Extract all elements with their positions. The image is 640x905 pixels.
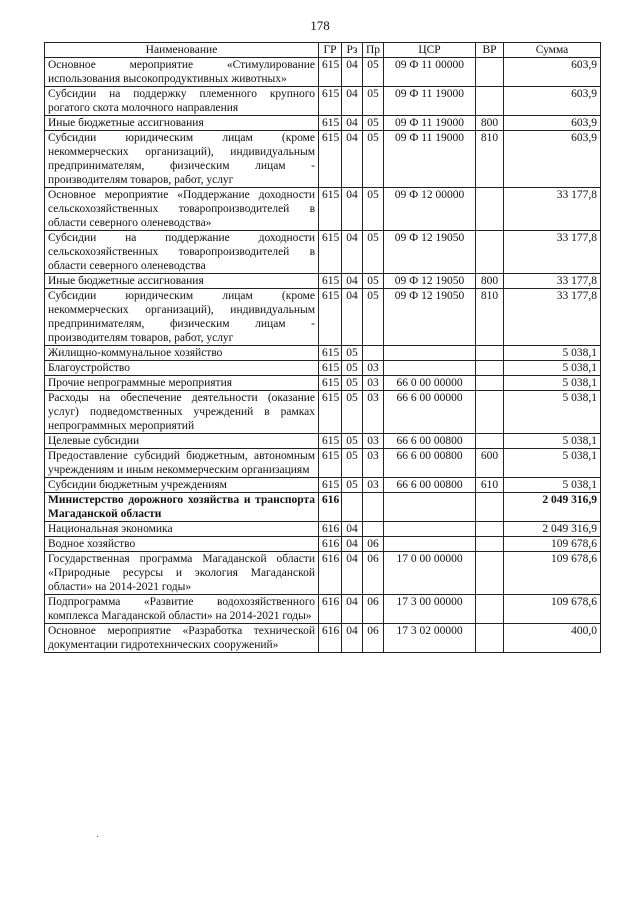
table-row bbox=[45, 624, 601, 653]
cell-csr: 66 6 00 00800 bbox=[384, 434, 476, 449]
cell-gr: 615 bbox=[319, 434, 342, 449]
cell-csr bbox=[384, 522, 476, 537]
cell-name: Расходы на обеспечение деятельности (оказание услуг) подведомственных учреждений в рамках непрограммных мероприятий bbox=[45, 391, 319, 434]
cell-sum: 109 678,6 bbox=[504, 537, 601, 552]
cell-rz: 04 bbox=[342, 231, 363, 274]
cell-csr bbox=[384, 346, 476, 361]
cell-gr: 615 bbox=[319, 131, 342, 188]
cell-csr: 09 Ф 12 19050 bbox=[384, 231, 476, 274]
table-row bbox=[45, 537, 601, 552]
cell-sum: 5 038,1 bbox=[504, 391, 601, 434]
cell-vr bbox=[476, 434, 504, 449]
cell-sum: 33 177,8 bbox=[504, 231, 601, 274]
cell-vr: 810 bbox=[476, 289, 504, 346]
cell-vr bbox=[476, 361, 504, 376]
cell-pr: 06 bbox=[363, 537, 384, 552]
cell-csr bbox=[384, 493, 476, 522]
cell-name: Целевые субсидии bbox=[45, 434, 319, 449]
cell-sum: 603,9 bbox=[504, 87, 601, 116]
cell-pr: 03 bbox=[363, 449, 384, 478]
cell-name: Благоустройство bbox=[45, 361, 319, 376]
cell-name: Государственная программа Магаданской области «Природные ресурсы и экология Магаданской области» на 2014-2021 годы» bbox=[45, 552, 319, 595]
cell-sum: 5 038,1 bbox=[504, 346, 601, 361]
cell-name: Основное мероприятие «Стимулирование использования высокопродуктивных животных» bbox=[45, 58, 319, 87]
table-row bbox=[45, 595, 601, 624]
cell-rz: 04 bbox=[342, 87, 363, 116]
cell-pr bbox=[363, 493, 384, 522]
cell-sum: 603,9 bbox=[504, 116, 601, 131]
cell-gr: 616 bbox=[319, 624, 342, 653]
cell-rz: 04 bbox=[342, 537, 363, 552]
cell-vr bbox=[476, 346, 504, 361]
cell-csr: 09 Ф 11 19000 bbox=[384, 116, 476, 131]
cell-gr: 616 bbox=[319, 493, 342, 522]
cell-gr: 615 bbox=[319, 449, 342, 478]
cell-name: Подпрограмма «Развитие водохозяйственного комплекса Магаданской области» на 2014-2021 годы» bbox=[45, 595, 319, 624]
cell-csr: 17 3 02 00000 bbox=[384, 624, 476, 653]
cell-pr: 05 bbox=[363, 131, 384, 188]
cell-gr: 615 bbox=[319, 361, 342, 376]
cell-name: Основное мероприятие «Поддержание доходности сельскохозяйственных товаропроизводителей в области северного оленеводства» bbox=[45, 188, 319, 231]
cell-vr bbox=[476, 391, 504, 434]
table-row bbox=[45, 87, 601, 116]
table-row bbox=[45, 478, 601, 493]
cell-sum: 109 678,6 bbox=[504, 552, 601, 595]
cell-rz: 04 bbox=[342, 624, 363, 653]
table-body bbox=[45, 58, 601, 653]
cell-name: Субсидии на поддержание доходности сельскохозяйственных товаропроизводителей в области северного оленеводства bbox=[45, 231, 319, 274]
column-header-rz: Рз bbox=[342, 43, 363, 58]
table-row bbox=[45, 449, 601, 478]
cell-name: Иные бюджетные ассигнования bbox=[45, 116, 319, 131]
cell-gr: 616 bbox=[319, 537, 342, 552]
cell-csr: 09 Ф 11 00000 bbox=[384, 58, 476, 87]
cell-sum: 5 038,1 bbox=[504, 376, 601, 391]
cell-csr: 66 6 00 00800 bbox=[384, 478, 476, 493]
cell-pr: 05 bbox=[363, 188, 384, 231]
cell-gr: 615 bbox=[319, 346, 342, 361]
cell-pr: 06 bbox=[363, 624, 384, 653]
table-row bbox=[45, 391, 601, 434]
cell-name: Жилищно-коммунальное хозяйство bbox=[45, 346, 319, 361]
cell-sum: 603,9 bbox=[504, 131, 601, 188]
cell-gr: 616 bbox=[319, 595, 342, 624]
column-header-name: Наименование bbox=[45, 43, 319, 58]
cell-gr: 615 bbox=[319, 116, 342, 131]
cell-vr bbox=[476, 595, 504, 624]
cell-name: Национальная экономика bbox=[45, 522, 319, 537]
cell-gr: 616 bbox=[319, 522, 342, 537]
cell-vr: 600 bbox=[476, 449, 504, 478]
table-header-row bbox=[45, 43, 601, 58]
cell-csr: 09 Ф 12 00000 bbox=[384, 188, 476, 231]
cell-sum: 5 038,1 bbox=[504, 478, 601, 493]
cell-sum: 33 177,8 bbox=[504, 289, 601, 346]
table-row bbox=[45, 522, 601, 537]
cell-rz: 05 bbox=[342, 346, 363, 361]
cell-sum: 33 177,8 bbox=[504, 274, 601, 289]
cell-rz: 05 bbox=[342, 478, 363, 493]
cell-pr: 03 bbox=[363, 434, 384, 449]
cell-vr bbox=[476, 231, 504, 274]
cell-vr: 800 bbox=[476, 116, 504, 131]
scan-mark: · bbox=[96, 832, 100, 843]
cell-name: Прочие непрограммные мероприятия bbox=[45, 376, 319, 391]
cell-sum: 2 049 316,9 bbox=[504, 493, 601, 522]
cell-rz: 04 bbox=[342, 116, 363, 131]
cell-name: Иные бюджетные ассигнования bbox=[45, 274, 319, 289]
cell-rz: 04 bbox=[342, 289, 363, 346]
cell-rz: 05 bbox=[342, 391, 363, 434]
cell-csr: 17 3 00 00000 bbox=[384, 595, 476, 624]
cell-vr: 810 bbox=[476, 131, 504, 188]
table-row bbox=[45, 289, 601, 346]
cell-csr: 09 Ф 11 19000 bbox=[384, 131, 476, 188]
cell-pr: 05 bbox=[363, 274, 384, 289]
table-row bbox=[45, 231, 601, 274]
cell-sum: 5 038,1 bbox=[504, 434, 601, 449]
cell-sum: 603,9 bbox=[504, 58, 601, 87]
cell-rz: 04 bbox=[342, 131, 363, 188]
cell-name: Министерство дорожного хозяйства и транспорта Магаданской области bbox=[45, 493, 319, 522]
cell-pr bbox=[363, 522, 384, 537]
cell-name: Субсидии юридическим лицам (кроме некоммерческих организаций), индивидуальным предпринимателям, физическим лицам - производителям товаров, работ, услуг bbox=[45, 131, 319, 188]
cell-vr bbox=[476, 188, 504, 231]
cell-name: Основное мероприятие «Разработка технической документации гидротехнических сооружений» bbox=[45, 624, 319, 653]
cell-gr: 615 bbox=[319, 58, 342, 87]
cell-pr: 05 bbox=[363, 58, 384, 87]
cell-csr: 09 Ф 12 19050 bbox=[384, 289, 476, 346]
column-header-gr: ГР bbox=[319, 43, 342, 58]
cell-gr: 615 bbox=[319, 289, 342, 346]
cell-pr: 05 bbox=[363, 116, 384, 131]
page-number: 178 bbox=[310, 18, 330, 33]
cell-rz: 04 bbox=[342, 274, 363, 289]
cell-vr bbox=[476, 522, 504, 537]
table-row bbox=[45, 58, 601, 87]
table-row bbox=[45, 188, 601, 231]
cell-csr: 66 6 00 00800 bbox=[384, 449, 476, 478]
cell-name: Субсидии на поддержку племенного крупного рогатого скота молочного направления bbox=[45, 87, 319, 116]
cell-gr: 615 bbox=[319, 376, 342, 391]
column-header-sum: Сумма bbox=[504, 43, 601, 58]
cell-rz: 04 bbox=[342, 58, 363, 87]
cell-pr: 03 bbox=[363, 478, 384, 493]
cell-pr: 03 bbox=[363, 376, 384, 391]
cell-rz bbox=[342, 493, 363, 522]
table-row bbox=[45, 346, 601, 361]
cell-pr: 06 bbox=[363, 552, 384, 595]
cell-csr: 66 6 00 00000 bbox=[384, 391, 476, 434]
cell-sum: 400,0 bbox=[504, 624, 601, 653]
cell-csr: 66 0 00 00000 bbox=[384, 376, 476, 391]
cell-pr bbox=[363, 346, 384, 361]
cell-rz: 04 bbox=[342, 188, 363, 231]
column-header-vr: ВР bbox=[476, 43, 504, 58]
table-row bbox=[45, 493, 601, 522]
cell-gr: 615 bbox=[319, 188, 342, 231]
cell-pr: 06 bbox=[363, 595, 384, 624]
cell-csr: 17 0 00 00000 bbox=[384, 552, 476, 595]
table-row bbox=[45, 434, 601, 449]
budget-table bbox=[44, 42, 601, 653]
table-row bbox=[45, 376, 601, 391]
column-header-pr: Пр bbox=[363, 43, 384, 58]
cell-rz: 05 bbox=[342, 449, 363, 478]
cell-pr: 03 bbox=[363, 361, 384, 376]
cell-sum: 33 177,8 bbox=[504, 188, 601, 231]
cell-name: Субсидии бюджетным учреждениям bbox=[45, 478, 319, 493]
cell-rz: 04 bbox=[342, 522, 363, 537]
cell-csr: 09 Ф 12 19050 bbox=[384, 274, 476, 289]
cell-name: Предоставление субсидий бюджетным, автономным учреждениям и иным некоммерческим организациям bbox=[45, 449, 319, 478]
table-row bbox=[45, 116, 601, 131]
cell-vr bbox=[476, 376, 504, 391]
cell-vr bbox=[476, 537, 504, 552]
cell-rz: 05 bbox=[342, 376, 363, 391]
cell-vr bbox=[476, 87, 504, 116]
cell-pr: 03 bbox=[363, 391, 384, 434]
cell-gr: 615 bbox=[319, 231, 342, 274]
table-row bbox=[45, 552, 601, 595]
column-header-csr: ЦСР bbox=[384, 43, 476, 58]
cell-gr: 615 bbox=[319, 391, 342, 434]
cell-sum: 5 038,1 bbox=[504, 361, 601, 376]
cell-gr: 615 bbox=[319, 87, 342, 116]
cell-pr: 05 bbox=[363, 231, 384, 274]
cell-gr: 615 bbox=[319, 478, 342, 493]
cell-rz: 04 bbox=[342, 552, 363, 595]
cell-vr bbox=[476, 624, 504, 653]
cell-sum: 109 678,6 bbox=[504, 595, 601, 624]
table-row bbox=[45, 131, 601, 188]
cell-name: Субсидии юридическим лицам (кроме некоммерческих организаций), индивидуальным предпринимателям, физическим лицам - производителям товаров, работ, услуг bbox=[45, 289, 319, 346]
cell-csr bbox=[384, 361, 476, 376]
cell-vr: 800 bbox=[476, 274, 504, 289]
cell-vr bbox=[476, 58, 504, 87]
cell-sum: 2 049 316,9 bbox=[504, 522, 601, 537]
cell-vr bbox=[476, 552, 504, 595]
cell-rz: 05 bbox=[342, 361, 363, 376]
cell-csr: 09 Ф 11 19000 bbox=[384, 87, 476, 116]
cell-rz: 05 bbox=[342, 434, 363, 449]
cell-rz: 04 bbox=[342, 595, 363, 624]
cell-sum: 5 038,1 bbox=[504, 449, 601, 478]
cell-pr: 05 bbox=[363, 289, 384, 346]
cell-gr: 616 bbox=[319, 552, 342, 595]
cell-pr: 05 bbox=[363, 87, 384, 116]
cell-vr: 610 bbox=[476, 478, 504, 493]
cell-gr: 615 bbox=[319, 274, 342, 289]
cell-name: Водное хозяйство bbox=[45, 537, 319, 552]
cell-vr bbox=[476, 493, 504, 522]
table-row bbox=[45, 361, 601, 376]
cell-csr bbox=[384, 537, 476, 552]
table-row bbox=[45, 274, 601, 289]
